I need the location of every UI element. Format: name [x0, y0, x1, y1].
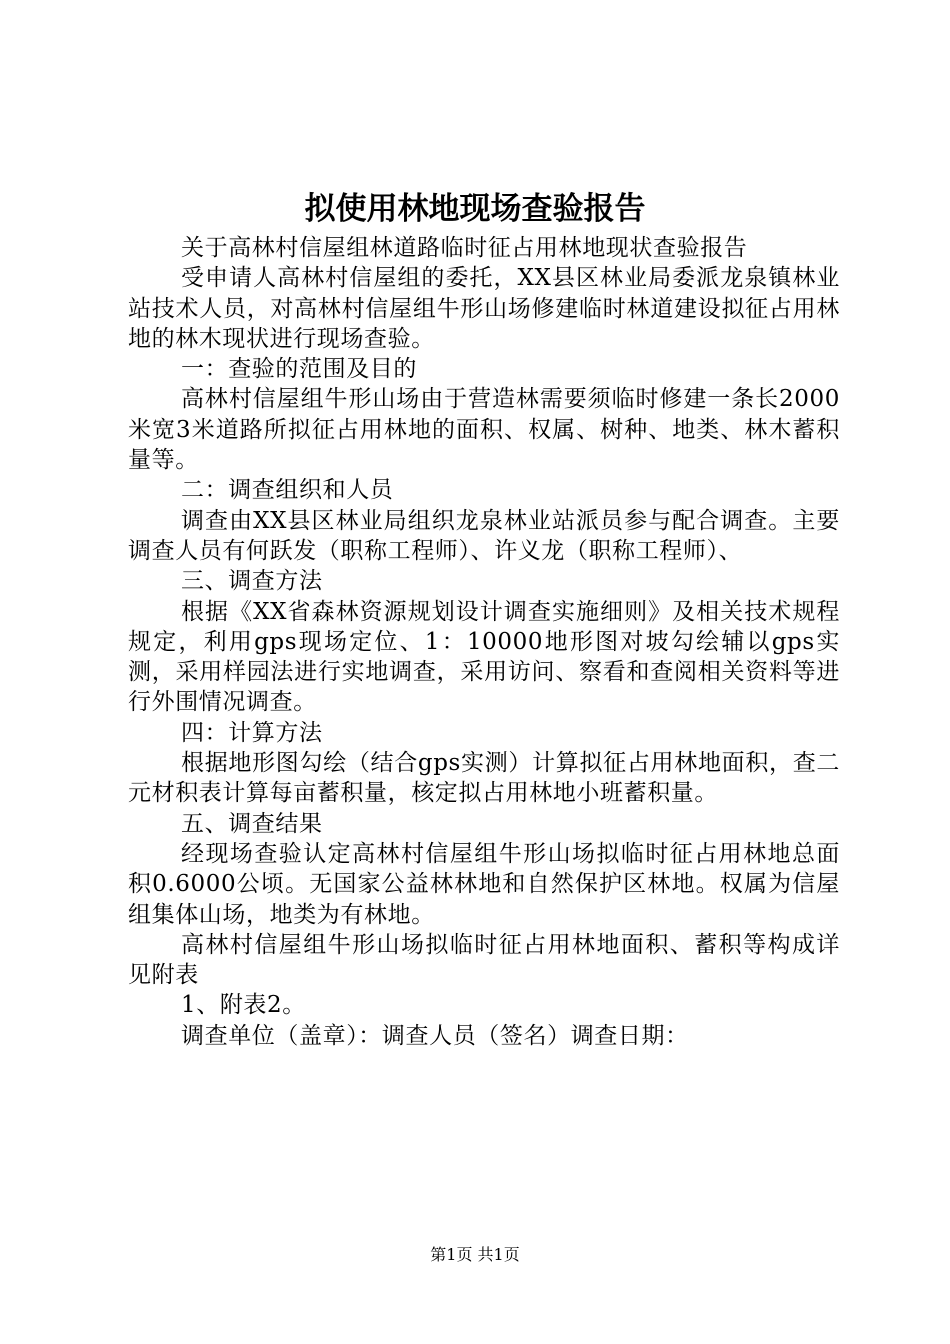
paragraph-result: 经现场查验认定高林村信屋组牛形山场拟临时征占用林地总面积0.6000公顷。无国家公益林林地和自然保护区林地。权属为信屋组集体山场，地类为有林地。 [128, 840, 840, 928]
paragraph-organization: 调查由XX县区林业局组织龙泉林业站派员参与配合调查。主要调查人员有何跃发（职称工程师）、许义龙（职称工程师）、 [128, 507, 840, 564]
section-heading-result: 五、调查结果 [181, 810, 323, 837]
section-heading-organization: 二：调查组织和人员 [181, 477, 394, 504]
paragraph-calculation: 根据地形图勾绘（结合gps实测）计算拟征占用林地面积，查二元材积表计算每亩蓄积量，核定拟占用林地小班蓄积量。 [128, 750, 840, 807]
paragraph-intro: 受申请人高林村信屋组的委托，XX县区林业局委派龙泉镇林业站技术人员，对高林村信屋组牛形山场修建临时林道建设拟征占用林地的林木现状进行现场查验。 [128, 265, 840, 352]
section-heading-scope: 一：查验的范围及目的 [181, 356, 417, 383]
paragraph-appendix-note: 高林村信屋组牛形山场拟临时征占用林地面积、蓄积等构成详见附表 [128, 931, 840, 989]
paragraph-appendix-ref: 1、附表2。 [181, 992, 306, 1019]
document-title: 拟使用林地现场查验报告 [304, 191, 646, 227]
paragraph-subject: 关于高林村信屋组林道路临时征占用林地现状查验报告 [181, 235, 748, 261]
paragraph-method: 根据《XX省森林资源规划设计调查实施细则》及相关技术规程规定，利用gps现场定位、1：10000地形图对坡勾绘辅以gps实测，采用样园法进行实地调查，采用访问、察看和查阅相关资料等进行外围情况调查。 [128, 598, 840, 716]
document-body [128, 233, 840, 1051]
paragraph-signature-line: 调查单位（盖章）：调查人员（签名）调查日期： [181, 1022, 689, 1049]
section-heading-method: 三、调查方法 [181, 568, 323, 595]
page-footer: 第1页 共1页 [430, 1245, 520, 1264]
section-heading-calculation: 四：计算方法 [181, 719, 323, 746]
paragraph-scope: 高林村信屋组牛形山场由于营造林需要须临时修建一条长2000米宽3米道路所拟征占用林地的面积、权属、树种、地类、林木蓄积量等。 [128, 386, 840, 474]
